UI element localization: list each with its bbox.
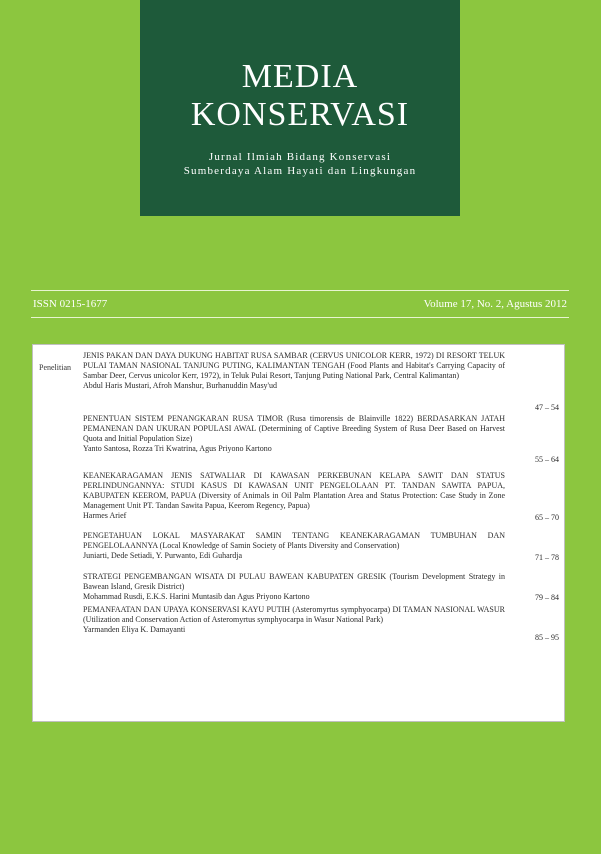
article-title: STRATEGI PENGEMBANGAN WISATA DI PULAU BAWEAN KABUPATEN GRESIK (Tourism Development Strategy in Bawean Island, Gresik District) <box>83 572 505 591</box>
toc-entry-3[interactable] <box>83 471 505 521</box>
table-of-contents <box>32 344 565 722</box>
article-authors: Juniarti, Dede Setiadi, Y. Purwanto, Edi Guhardja <box>83 551 243 560</box>
article-pages: 65 – 70 <box>535 513 559 522</box>
toc-entry-2[interactable] <box>83 414 505 454</box>
article-pages: 71 – 78 <box>535 553 559 562</box>
article-authors: Harmes Arief <box>83 511 127 520</box>
article-authors: Yanto Santosa, Rozza Tri Kwatrina, Agus Priyono Kartono <box>83 444 272 453</box>
issue-info-bar <box>31 290 569 318</box>
toc-entry-5[interactable] <box>83 572 505 602</box>
article-title: PENGETAHUAN LOKAL MASYARAKAT SAMIN TENTANG KEANEKARAGAMAN TUMBUHAN DAN PENGELOLAANNYA (Local Knowledge of Samin Society of Plants Diversity and Conservation) <box>83 531 505 550</box>
article-authors: Abdul Haris Mustari, Afroh Manshur, Burhanuddin Masy'ud <box>83 381 277 390</box>
journal-subtitle-line2: Sumberdaya Alam Hayati dan Lingkungan <box>183 165 417 177</box>
article-authors: Yarmanden Eliya K. Damayanti <box>83 625 186 634</box>
journal-title <box>140 0 460 134</box>
journal-title-line2: KONSERVASI <box>190 96 410 133</box>
volume-label: Volume 17, No. 2, Agustus 2012 <box>423 298 567 310</box>
issn-label: ISSN 0215-1677 <box>33 298 108 310</box>
article-title: KEANEKARAGAMAN JENIS SATWALIAR DI KAWASAN PERKEBUNAN KELAPA SAWIT DAN STATUS PERLINDUNGANNYA: STUDI KASUS DI KAWASAN UNIT PENGELOLAAN PT. TANDAN SAWITA PAPUA, KABUPATEN KEEROM, PAPUA (Diversity of Animals in Oil Palm Plantation Area and Status Protection: Case Study in Zone Management Unit PT. Tandan Sawita Papua, Keerom Regency, Papua) <box>83 471 505 510</box>
journal-subtitle <box>140 150 460 178</box>
article-pages: 55 – 64 <box>535 455 559 464</box>
journal-title-line1: MEDIA <box>241 58 359 95</box>
toc-entry-4[interactable] <box>83 531 505 561</box>
article-pages: 85 – 95 <box>535 633 559 642</box>
section-label: Penelitian <box>39 363 71 372</box>
article-title: PEMANFAATAN DAN UPAYA KONSERVASI KAYU PUTIH (Asteromyrtus symphyocarpa) DI TAMAN NASIONAL WASUR (Utilization and Conservation Action of Asteromyrtus symphyocarpa in Wasur National Park) <box>83 605 505 624</box>
article-pages: 47 – 54 <box>535 403 559 412</box>
article-title: PENENTUAN SISTEM PENANGKARAN RUSA TIMOR (Rusa timorensis de Blainville 1822) BERDASARKAN JATAH PEMANENAN DAN UKURAN POPULASI AWAL (Determining of Captive Breeding System of Rusa Deer Based on Harvest Quota and Initial Population Size) <box>83 414 505 443</box>
article-authors: Mohammad Rusdi, E.K.S. Harini Muntasib dan Agus Priyono Kartono <box>83 592 310 601</box>
title-block <box>140 0 460 216</box>
toc-entry-6[interactable] <box>83 605 505 635</box>
toc-entry-1[interactable] <box>83 351 505 391</box>
article-title: JENIS PAKAN DAN DAYA DUKUNG HABITAT RUSA SAMBAR (CERVUS UNICOLOR KERR, 1972) DI RESORT TELUK PULAI TAMAN NASIONAL TANJUNG PUTING, KALIMANTAN TENGAH (Food Plants and Habitat's Carrying Capacity of Sambar Deer, Cervus unicolor Kerr, 1972), in Teluk Pulai Resort, Tanjung Puting National Park, Central Kalimantan) <box>83 351 505 380</box>
article-pages: 79 – 84 <box>535 593 559 602</box>
journal-subtitle-line1: Jurnal Ilmiah Bidang Konservasi <box>208 151 392 163</box>
